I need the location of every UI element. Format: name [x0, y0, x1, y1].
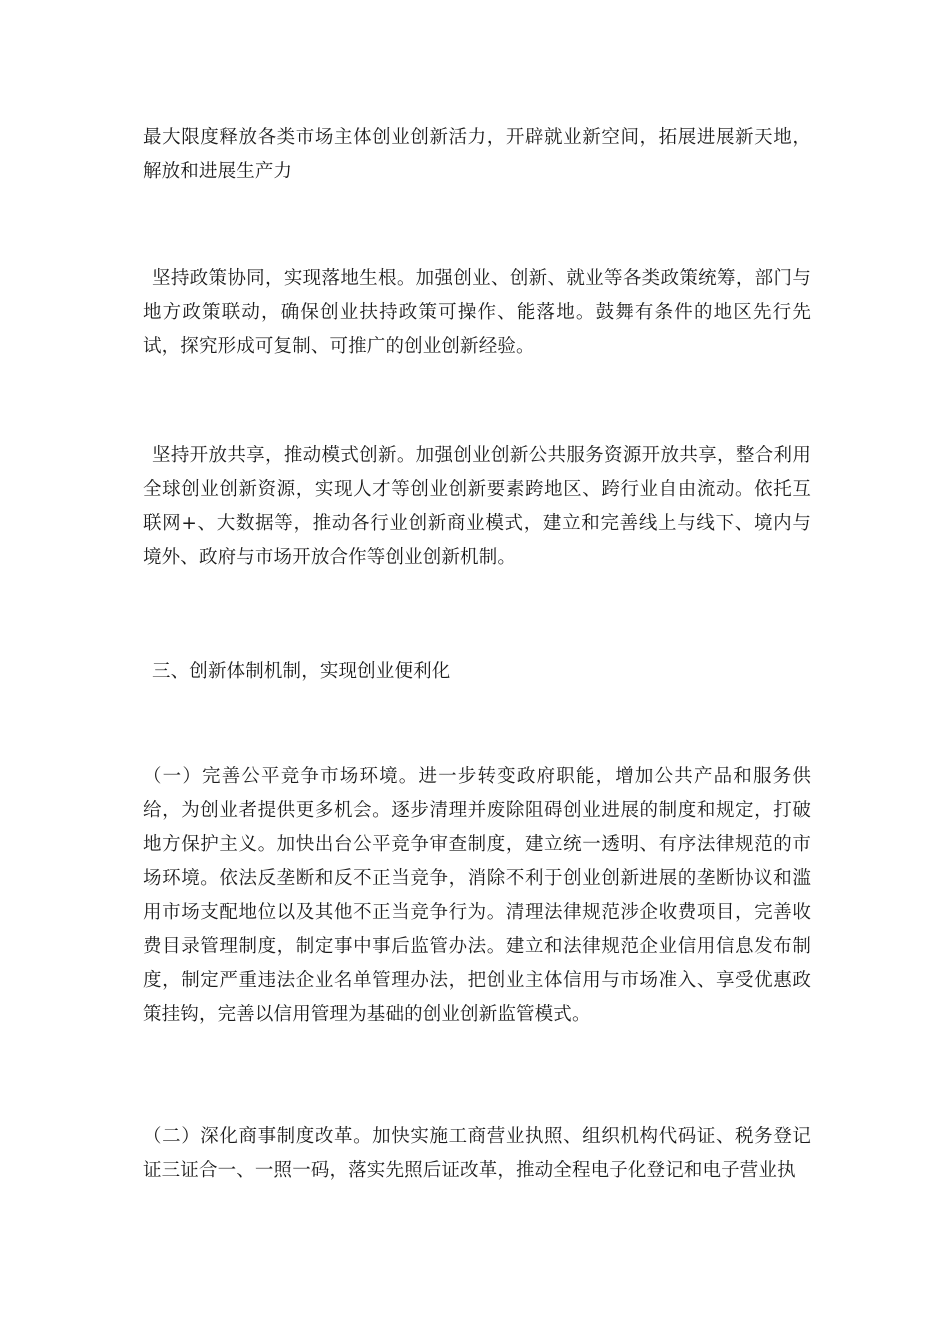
paragraph-1: 最大限度释放各类市场主体创业创新活力，开辟就业新空间，拓展进展新天地，解放和进展生产力: [143, 127, 811, 182]
paragraph-2: 坚持政策协同，实现落地生根。加强创业、创新、就业等各类政策统筹，部门与地方政策联动，确保创业扶持政策可操作、能落地。鼓舞有条件的地区先行先试，探究形成可复制、可推广的创业创新经验。: [143, 268, 811, 357]
section-heading: 三、创新体制机制，实现创业便利化: [152, 661, 451, 682]
paragraph-5: （二）深化商事制度改革。加快实施工商营业执照、组织机构代码证、税务登记证三证合一、一照一码，落实先照后证改革，推动全程电子化登记和电子营业执: [143, 1126, 811, 1181]
paragraph-4: （一）完善公平竞争市场环境。进一步转变政府职能，增加公共产品和服务供给，为创业者提供更多机会。逐步清理并废除阻碍创业进展的制度和规定，打破地方保护主义。加快出台公平竞争审查制度，建立统一透明、有序法律规范的市场环境。依法反垄断和反不正当竞争，消除不利于创业创新进展的垄断协议和滥用市场支配地位以及其他不正当竞争行为。清理法律规范涉企收费项目，完善收费目录管理制度，制定事中事后监管办法。建立和法律规范企业信用信息发布制度，制定严重违法企业名单管理办法，把创业主体信用与市场准入、享受优惠政策挂钩，完善以信用管理为基础的创业创新监管模式。: [143, 766, 811, 1025]
paragraph-3: 坚持开放共享，推动模式创新。加强创业创新公共服务资源开放共享，整合利用全球创业创新资源，实现人才等创业创新要素跨地区、跨行业自由流动。依托互联网+、大数据等，推动各行业创新商业模式，建立和完善线上与线下、境内与境外、政府与市场开放合作等创业创新机制。: [143, 445, 811, 568]
